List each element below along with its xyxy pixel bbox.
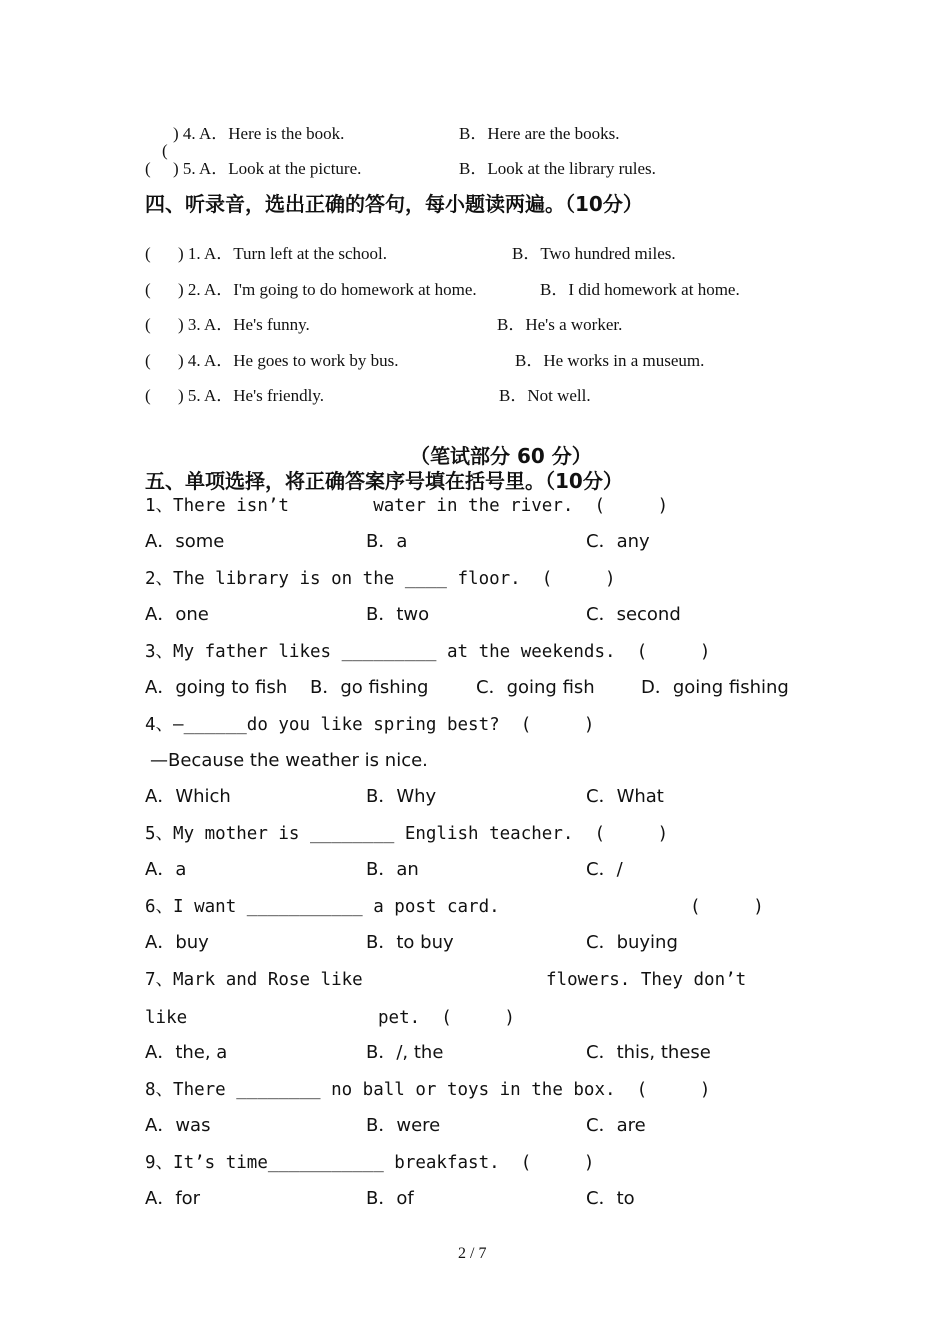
q8-option-c: C．are — [586, 1115, 646, 1136]
s4-item-2-b: B．I did homework at home. — [540, 280, 740, 299]
q6-option-a: A．buy — [145, 932, 209, 953]
s4-item-3-paren: ( — [145, 315, 151, 334]
s3-item-4-b: B．Here are the books. — [459, 124, 620, 143]
q3-stem: 3、My father likes _________ at the weekends. ( ) — [145, 642, 711, 662]
s3-item-5-a: ) 5. A．Look at the picture. — [173, 159, 362, 178]
q2-option-c: C．second — [586, 604, 681, 625]
s4-item-3-a: ) 3. A．He's funny. — [178, 315, 310, 334]
written-part-heading: （笔试部分 60 分） — [410, 444, 592, 468]
q6-stem: 6、I want ___________ a post card. — [145, 897, 500, 917]
q7-stem-2b: pet. ( ) — [378, 1008, 515, 1028]
q9-stem: 9、It’s time___________ breakfast. ( ) — [145, 1153, 595, 1173]
q7-option-c: C．this, these — [586, 1042, 711, 1063]
s4-item-5-b: B．Not well. — [499, 386, 591, 405]
q3-option-a: A．going to fish — [145, 677, 288, 698]
q6-option-c: C．buying — [586, 932, 678, 953]
q8-option-b: B．were — [366, 1115, 441, 1136]
q5-option-b: B．an — [366, 859, 419, 880]
q5-option-c: C．/ — [586, 859, 623, 880]
s4-item-1-paren: ( — [145, 244, 151, 263]
q7-stem-1a: 7、Mark and Rose like — [145, 970, 363, 990]
q8-stem: 8、There ________ no ball or toys in the box. ( ) — [145, 1080, 711, 1100]
s4-item-2-paren: ( — [145, 280, 151, 299]
q4-option-a: A．Which — [145, 786, 231, 807]
q2-option-b: B．two — [366, 604, 430, 625]
s4-item-4-paren: ( — [145, 351, 151, 370]
q3-option-d: D．going fishing — [641, 677, 789, 698]
q9-option-a: A．for — [145, 1188, 201, 1209]
q7-option-a: A．the, a — [145, 1042, 228, 1063]
s4-item-3-b: B．He's a worker. — [497, 315, 623, 334]
answer-paren: ( — [162, 141, 168, 160]
q5-option-a: A．a — [145, 859, 187, 880]
q1-option-a: A．some — [145, 531, 225, 552]
q2-stem: 2、The library is on the ____ floor. ( ) — [145, 569, 616, 589]
q7-stem-2a: like — [145, 1008, 188, 1028]
q4-subline: —Because the weather is nice. — [150, 750, 428, 771]
s4-item-1-a: ) 1. A．Turn left at the school. — [178, 244, 388, 263]
q6-answer-paren: ( ) — [690, 897, 764, 917]
section5-title: 五、单项选择，将正确答案序号填在括号里。（10分） — [145, 469, 623, 493]
q1-option-c: C．any — [586, 531, 650, 552]
s3-item-5-b: B．Look at the library rules. — [459, 159, 656, 178]
s4-item-5-paren: ( — [145, 386, 151, 405]
q4-option-b: B．Why — [366, 786, 437, 807]
q8-option-a: A．was — [145, 1115, 211, 1136]
s3-item-5-paren: ( — [145, 159, 151, 178]
q3-option-c: C．going fish — [476, 677, 595, 698]
q1-option-b: B．a — [366, 531, 408, 552]
s4-item-4-a: ) 4. A．He goes to work by bus. — [178, 351, 399, 370]
page-number: 2 / 7 — [458, 1245, 487, 1262]
q7-stem-1b: flowers. They don’t — [546, 970, 747, 990]
q7-option-b: B．/, the — [366, 1042, 444, 1063]
q9-option-c: C．to — [586, 1188, 635, 1209]
q9-option-b: B．of — [366, 1188, 414, 1209]
q4-option-c: C．What — [586, 786, 664, 807]
q4-stem: 4、—______do you like spring best? ( ) — [145, 715, 595, 735]
q1-stem: 1、There isn’t water in the river. ( ) — [145, 496, 669, 516]
s4-item-2-a: ) 2. A．I'm going to do homework at home. — [178, 280, 477, 299]
s4-item-1-b: B．Two hundred miles. — [512, 244, 676, 263]
section4-title: 四、听录音，选出正确的答句，每小题读两遍。（10分） — [145, 192, 643, 216]
s3-item-4-a: ) 4. A．Here is the book. — [173, 124, 345, 143]
q2-option-a: A．one — [145, 604, 209, 625]
s4-item-5-a: ) 5. A．He's friendly. — [178, 386, 324, 405]
q6-option-b: B．to buy — [366, 932, 454, 953]
s4-item-4-b: B．He works in a museum. — [515, 351, 705, 370]
q5-stem: 5、My mother is ________ English teacher. ( ) — [145, 824, 669, 844]
q3-option-b: B．go fishing — [310, 677, 429, 698]
